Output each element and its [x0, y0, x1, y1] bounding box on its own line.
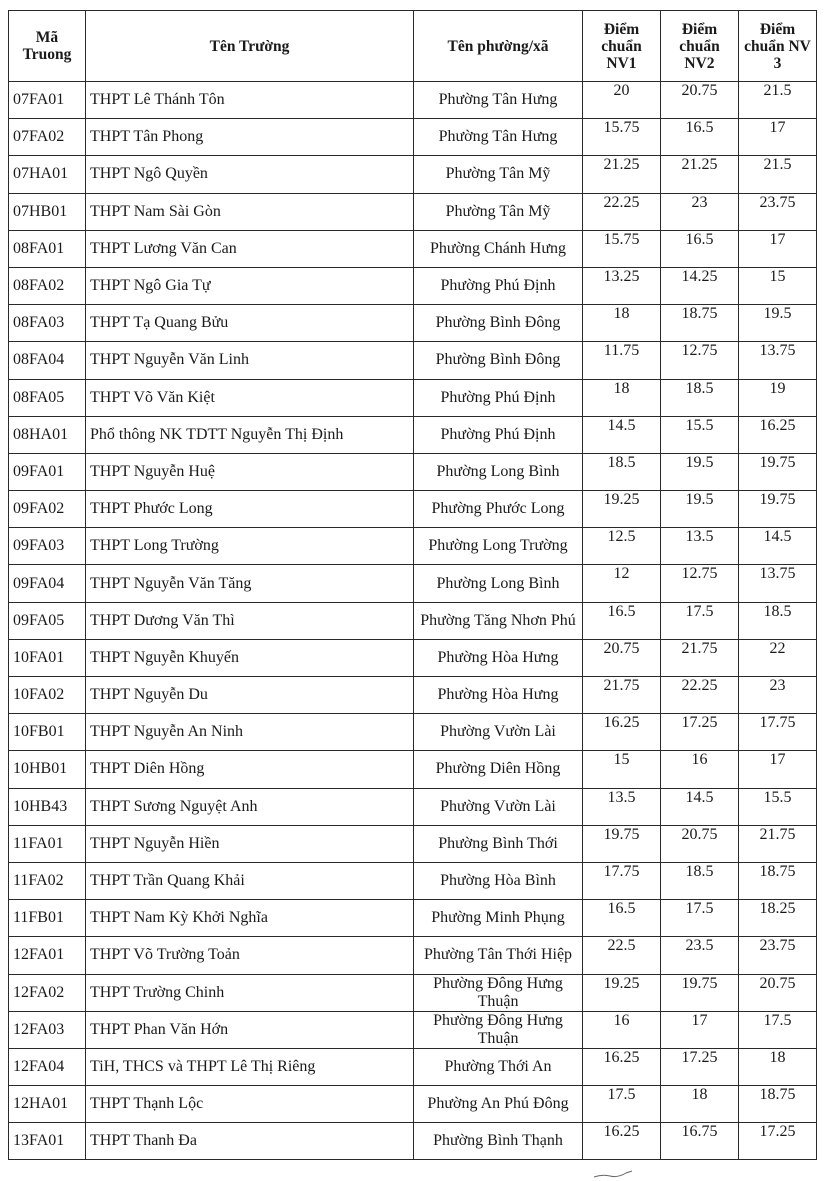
- score-nv2-cell: 18.5: [661, 379, 739, 416]
- school-code-cell: 07HB01: [9, 193, 86, 230]
- school-name-cell: THPT Nguyễn Văn Linh: [86, 342, 414, 379]
- school-code-cell: 12FA01: [9, 937, 86, 974]
- table-body: [9, 82, 817, 1160]
- school-name-cell: THPT Nguyễn Huệ: [86, 453, 414, 490]
- school-code-cell: 09FA03: [9, 528, 86, 565]
- score-nv3-cell: 19.5: [739, 305, 817, 342]
- header-school-code: Mã Truong: [9, 11, 86, 82]
- score-nv1-cell: 16.25: [583, 714, 661, 751]
- score-nv2-cell: 18.5: [661, 862, 739, 899]
- score-nv1-cell: 20.75: [583, 639, 661, 676]
- ward-name-cell: Phường An Phú Đông: [414, 1086, 583, 1123]
- score-nv1-cell: 12.5: [583, 528, 661, 565]
- score-nv3-cell: 22: [739, 639, 817, 676]
- table-row: [9, 230, 817, 267]
- school-code-cell: 09FA04: [9, 565, 86, 602]
- table-row: [9, 1011, 817, 1048]
- school-name-cell: THPT Thanh Đa: [86, 1123, 414, 1160]
- ward-name-cell: Phường Bình Thạnh: [414, 1123, 583, 1160]
- score-nv2-cell: 16.75: [661, 1123, 739, 1160]
- school-code-cell: 07FA01: [9, 82, 86, 119]
- score-nv1-cell: 21.25: [583, 156, 661, 193]
- header-score-nv3: Điểm chuẩn NV 3: [739, 11, 817, 82]
- school-name-cell: THPT Tân Phong: [86, 119, 414, 156]
- score-nv2-cell: 20.75: [661, 825, 739, 862]
- ward-name-cell: Phường Hòa Hưng: [414, 639, 583, 676]
- school-code-cell: 12FA03: [9, 1011, 86, 1048]
- school-code-cell: 09FA02: [9, 491, 86, 528]
- table-row: [9, 900, 817, 937]
- score-nv3-cell: 17: [739, 119, 817, 156]
- school-code-cell: 12FA04: [9, 1048, 86, 1085]
- score-nv2-cell: 14.25: [661, 267, 739, 304]
- school-code-cell: 08FA02: [9, 267, 86, 304]
- ward-name-cell: Phường Phú Định: [414, 416, 583, 453]
- score-nv3-cell: 19.75: [739, 491, 817, 528]
- school-code-cell: 11FB01: [9, 900, 86, 937]
- score-nv2-cell: 19.5: [661, 453, 739, 490]
- score-nv1-cell: 16.5: [583, 900, 661, 937]
- school-code-cell: 08HA01: [9, 416, 86, 453]
- score-nv3-cell: 21.75: [739, 825, 817, 862]
- score-nv3-cell: 13.75: [739, 565, 817, 602]
- school-name-cell: THPT Phước Long: [86, 491, 414, 528]
- score-nv3-cell: 21.5: [739, 82, 817, 119]
- score-nv2-cell: 17.5: [661, 900, 739, 937]
- school-name-cell: THPT Nguyễn Văn Tăng: [86, 565, 414, 602]
- score-nv3-cell: 18.75: [739, 1086, 817, 1123]
- score-nv3-cell: 15: [739, 267, 817, 304]
- score-nv2-cell: 17.5: [661, 602, 739, 639]
- score-nv2-cell: 21.75: [661, 639, 739, 676]
- table-row: [9, 714, 817, 751]
- score-nv1-cell: 12: [583, 565, 661, 602]
- score-nv1-cell: 17.5: [583, 1086, 661, 1123]
- score-nv3-cell: 17: [739, 230, 817, 267]
- table-row: [9, 156, 817, 193]
- ward-name-cell: Phường Diên Hồng: [414, 751, 583, 788]
- score-nv3-cell: 20.75: [739, 974, 817, 1011]
- score-nv3-cell: 13.75: [739, 342, 817, 379]
- table-row: [9, 1048, 817, 1085]
- table-row: [9, 862, 817, 899]
- table-row: [9, 1123, 817, 1160]
- score-nv2-cell: 16.5: [661, 230, 739, 267]
- score-nv3-cell: 18: [739, 1048, 817, 1085]
- school-code-cell: 08FA01: [9, 230, 86, 267]
- score-nv2-cell: 22.25: [661, 677, 739, 714]
- ward-name-cell: Phường Long Bình: [414, 453, 583, 490]
- ward-name-cell: Phường Chánh Hưng: [414, 230, 583, 267]
- table-row: [9, 193, 817, 230]
- school-code-cell: 08FA03: [9, 305, 86, 342]
- ward-name-cell: Phường Vườn Lài: [414, 714, 583, 751]
- score-nv3-cell: 23: [739, 677, 817, 714]
- school-name-cell: THPT Trường Chinh: [86, 974, 414, 1011]
- score-nv3-cell: 18.5: [739, 602, 817, 639]
- score-nv1-cell: 16.5: [583, 602, 661, 639]
- score-nv2-cell: 17.25: [661, 1048, 739, 1085]
- school-code-cell: 07FA02: [9, 119, 86, 156]
- table-row: [9, 267, 817, 304]
- school-name-cell: THPT Phan Văn Hớn: [86, 1011, 414, 1048]
- score-nv1-cell: 18.5: [583, 453, 661, 490]
- school-code-cell: 10HB01: [9, 751, 86, 788]
- score-nv1-cell: 20: [583, 82, 661, 119]
- ward-name-cell: Phường Bình Đông: [414, 342, 583, 379]
- school-name-cell: THPT Trần Quang Khải: [86, 862, 414, 899]
- score-nv1-cell: 16: [583, 1011, 661, 1048]
- score-nv3-cell: 17.75: [739, 714, 817, 751]
- school-name-cell: THPT Thạnh Lộc: [86, 1086, 414, 1123]
- score-nv3-cell: 15.5: [739, 788, 817, 825]
- score-nv1-cell: 13.25: [583, 267, 661, 304]
- school-code-cell: 08FA05: [9, 379, 86, 416]
- ward-name-cell: Phường Phú Định: [414, 379, 583, 416]
- school-code-cell: 10FA01: [9, 639, 86, 676]
- header-score-nv1: Điểm chuẩn NV1: [583, 11, 661, 82]
- score-nv2-cell: 23: [661, 193, 739, 230]
- ward-name-cell: Phường Tân Thới Hiệp: [414, 937, 583, 974]
- score-nv3-cell: 19.75: [739, 453, 817, 490]
- table-row: [9, 119, 817, 156]
- school-code-cell: 12FA02: [9, 974, 86, 1011]
- score-nv3-cell: 18.25: [739, 900, 817, 937]
- school-name-cell: THPT Nguyễn An Ninh: [86, 714, 414, 751]
- school-name-cell: THPT Nguyễn Khuyến: [86, 639, 414, 676]
- table-row: [9, 751, 817, 788]
- score-nv2-cell: 18.75: [661, 305, 739, 342]
- school-name-cell: THPT Tạ Quang Bửu: [86, 305, 414, 342]
- table-row: [9, 82, 817, 119]
- school-name-cell: THPT Võ Văn Kiệt: [86, 379, 414, 416]
- ward-name-cell: Phường Đông Hưng Thuận: [414, 974, 583, 1011]
- ward-name-cell: Phường Tăng Nhơn Phú: [414, 602, 583, 639]
- score-nv2-cell: 14.5: [661, 788, 739, 825]
- score-nv2-cell: 15.5: [661, 416, 739, 453]
- score-nv2-cell: 19.5: [661, 491, 739, 528]
- score-nv2-cell: 17: [661, 1011, 739, 1048]
- score-nv3-cell: 18.75: [739, 862, 817, 899]
- score-nv2-cell: 23.5: [661, 937, 739, 974]
- school-code-cell: 10FA02: [9, 677, 86, 714]
- school-name-cell: THPT Nam Kỳ Khởi Nghĩa: [86, 900, 414, 937]
- school-code-cell: 08FA04: [9, 342, 86, 379]
- table-row: [9, 565, 817, 602]
- school-name-cell: THPT Dương Văn Thì: [86, 602, 414, 639]
- score-nv3-cell: 23.75: [739, 937, 817, 974]
- table-row: [9, 825, 817, 862]
- ward-name-cell: Phường Minh Phụng: [414, 900, 583, 937]
- table-row: [9, 416, 817, 453]
- score-nv1-cell: 14.5: [583, 416, 661, 453]
- school-code-cell: 10HB43: [9, 788, 86, 825]
- ward-name-cell: Phường Hòa Hưng: [414, 677, 583, 714]
- score-nv3-cell: 21.5: [739, 156, 817, 193]
- table-row: [9, 342, 817, 379]
- score-nv1-cell: 13.5: [583, 788, 661, 825]
- ward-name-cell: Phường Bình Đông: [414, 305, 583, 342]
- header-ward-name: Tên phường/xã: [414, 11, 583, 82]
- school-name-cell: THPT Lương Văn Can: [86, 230, 414, 267]
- score-nv1-cell: 18: [583, 305, 661, 342]
- school-name-cell: Phổ thông NK TDTT Nguyễn Thị Định: [86, 416, 414, 453]
- score-nv3-cell: 14.5: [739, 528, 817, 565]
- score-nv2-cell: 20.75: [661, 82, 739, 119]
- school-code-cell: 09FA01: [9, 453, 86, 490]
- school-code-cell: 10FB01: [9, 714, 86, 751]
- table-row: [9, 528, 817, 565]
- ward-name-cell: Phường Hòa Bình: [414, 862, 583, 899]
- ward-name-cell: Phường Long Bình: [414, 565, 583, 602]
- score-nv2-cell: 21.25: [661, 156, 739, 193]
- table-row: [9, 639, 817, 676]
- ward-name-cell: Phường Vườn Lài: [414, 788, 583, 825]
- school-code-cell: 13FA01: [9, 1123, 86, 1160]
- score-nv1-cell: 18: [583, 379, 661, 416]
- school-name-cell: THPT Nam Sài Gòn: [86, 193, 414, 230]
- school-code-cell: 09FA05: [9, 602, 86, 639]
- score-nv1-cell: 15.75: [583, 230, 661, 267]
- score-nv2-cell: 12.75: [661, 342, 739, 379]
- table-row: [9, 305, 817, 342]
- ward-name-cell: Phường Phú Định: [414, 267, 583, 304]
- score-nv1-cell: 16.25: [583, 1048, 661, 1085]
- school-name-cell: THPT Lê Thánh Tôn: [86, 82, 414, 119]
- score-nv3-cell: 16.25: [739, 416, 817, 453]
- school-name-cell: THPT Ngô Gia Tự: [86, 267, 414, 304]
- score-nv1-cell: 19.25: [583, 974, 661, 1011]
- school-name-cell: THPT Nguyễn Du: [86, 677, 414, 714]
- school-name-cell: THPT Diên Hồng: [86, 751, 414, 788]
- school-code-cell: 11FA01: [9, 825, 86, 862]
- ward-name-cell: Phường Long Trường: [414, 528, 583, 565]
- school-code-cell: 07HA01: [9, 156, 86, 193]
- score-nv1-cell: 15.75: [583, 119, 661, 156]
- ward-name-cell: Phường Bình Thới: [414, 825, 583, 862]
- score-nv1-cell: 21.75: [583, 677, 661, 714]
- score-nv3-cell: 17: [739, 751, 817, 788]
- ward-name-cell: Phường Phước Long: [414, 491, 583, 528]
- school-code-cell: 12HA01: [9, 1086, 86, 1123]
- score-nv1-cell: 16.25: [583, 1123, 661, 1160]
- score-nv1-cell: 15: [583, 751, 661, 788]
- score-nv1-cell: 22.25: [583, 193, 661, 230]
- header-school-name: Tên Trường: [86, 11, 414, 82]
- admission-score-table: [8, 10, 817, 1160]
- header-row: [9, 11, 817, 82]
- ward-name-cell: Phường Tân Mỹ: [414, 156, 583, 193]
- table-row: [9, 788, 817, 825]
- score-nv3-cell: 17.5: [739, 1011, 817, 1048]
- handwritten-mark: [592, 1168, 640, 1180]
- score-nv2-cell: 18: [661, 1086, 739, 1123]
- ward-name-cell: Phường Thới An: [414, 1048, 583, 1085]
- score-nv3-cell: 17.25: [739, 1123, 817, 1160]
- score-nv3-cell: 23.75: [739, 193, 817, 230]
- score-nv1-cell: 22.5: [583, 937, 661, 974]
- table-row: [9, 602, 817, 639]
- table-row: [9, 677, 817, 714]
- score-nv2-cell: 19.75: [661, 974, 739, 1011]
- score-nv1-cell: 19.75: [583, 825, 661, 862]
- table-row: [9, 974, 817, 1011]
- score-nv1-cell: 17.75: [583, 862, 661, 899]
- score-nv1-cell: 19.25: [583, 491, 661, 528]
- school-name-cell: TiH, THCS và THPT Lê Thị Riêng: [86, 1048, 414, 1085]
- school-name-cell: THPT Sương Nguyệt Anh: [86, 788, 414, 825]
- school-code-cell: 11FA02: [9, 862, 86, 899]
- table-row: [9, 379, 817, 416]
- school-name-cell: THPT Ngô Quyền: [86, 156, 414, 193]
- score-nv1-cell: 11.75: [583, 342, 661, 379]
- table-row: [9, 453, 817, 490]
- ward-name-cell: Phường Tân Hưng: [414, 119, 583, 156]
- score-nv3-cell: 19: [739, 379, 817, 416]
- score-nv2-cell: 16.5: [661, 119, 739, 156]
- ward-name-cell: Phường Tân Mỹ: [414, 193, 583, 230]
- table-row: [9, 491, 817, 528]
- school-name-cell: THPT Nguyễn Hiền: [86, 825, 414, 862]
- table-row: [9, 937, 817, 974]
- score-nv2-cell: 13.5: [661, 528, 739, 565]
- header-score-nv2: Điểm chuẩn NV2: [661, 11, 739, 82]
- ward-name-cell: Phường Đông Hưng Thuận: [414, 1011, 583, 1048]
- score-nv2-cell: 17.25: [661, 714, 739, 751]
- table-row: [9, 1086, 817, 1123]
- school-name-cell: THPT Võ Trường Toản: [86, 937, 414, 974]
- ward-name-cell: Phường Tân Hưng: [414, 82, 583, 119]
- score-nv2-cell: 16: [661, 751, 739, 788]
- score-nv2-cell: 12.75: [661, 565, 739, 602]
- school-name-cell: THPT Long Trường: [86, 528, 414, 565]
